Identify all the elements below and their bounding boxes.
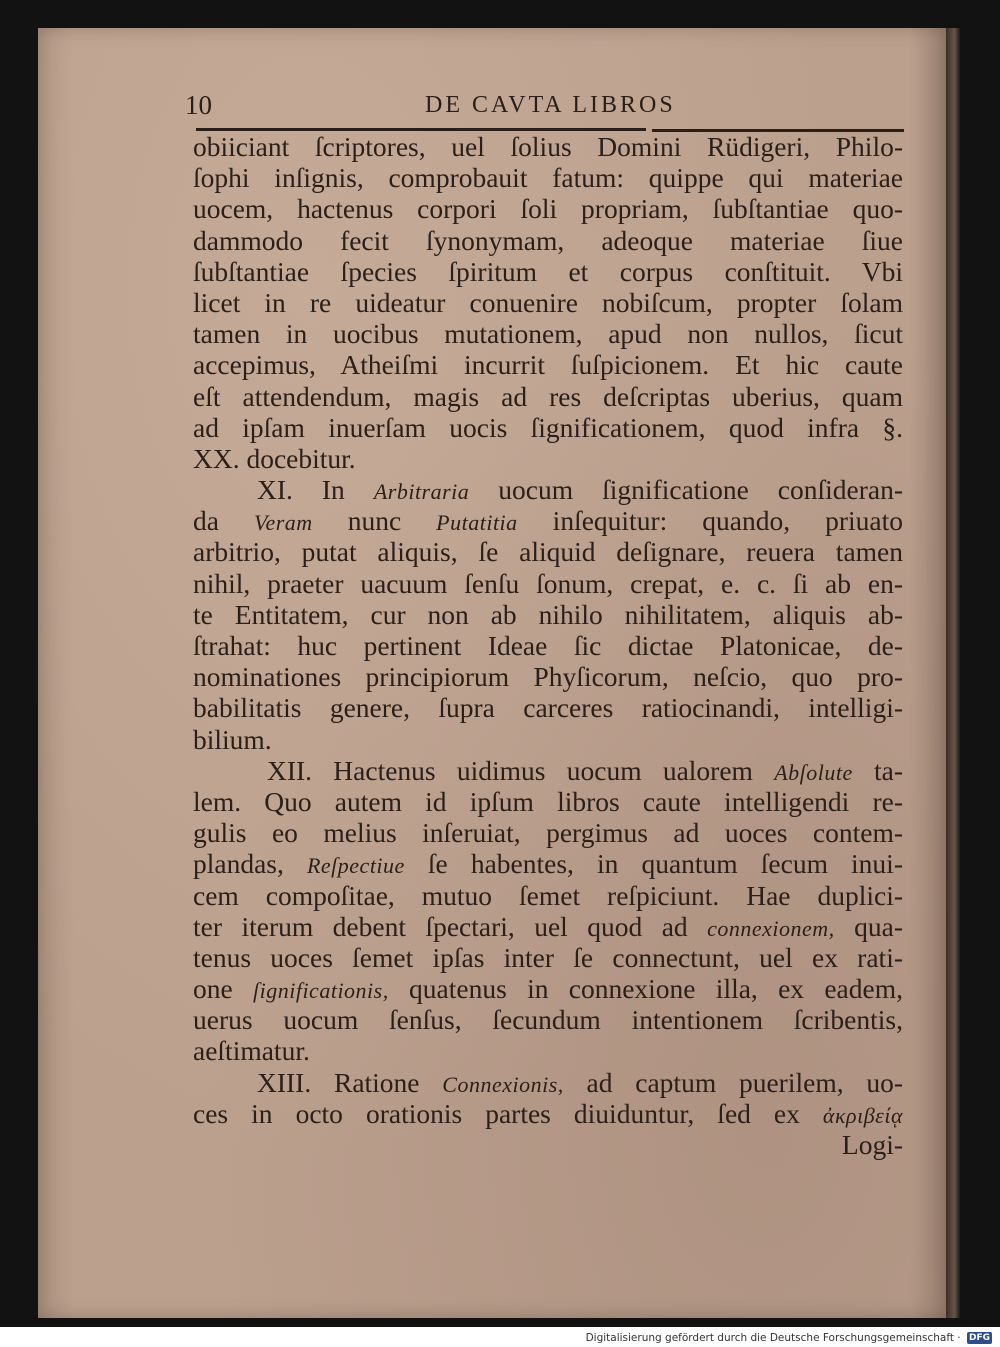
text-line bbox=[193, 630, 903, 661]
text-run: ta- bbox=[852, 754, 903, 786]
footer-credit: Digitalisierung gefördert durch die Deutsche Forschungsgemeinschaft · bbox=[585, 1332, 961, 1344]
text-line bbox=[193, 131, 903, 162]
text-line bbox=[193, 193, 903, 224]
text-line bbox=[193, 318, 903, 349]
page-number: 10 bbox=[185, 90, 212, 120]
text-line bbox=[193, 911, 903, 942]
digitization-footer bbox=[0, 1330, 992, 1346]
text-line bbox=[193, 599, 903, 630]
text-line bbox=[193, 1004, 903, 1035]
text-run: aeſtimatur. bbox=[193, 1035, 310, 1067]
text-run: ſophi inſignis, comprobauit fatum: quippe qui materiae bbox=[193, 162, 903, 194]
text-line bbox=[193, 225, 903, 256]
italic-term: ἀκριβείᾳ bbox=[822, 1102, 903, 1128]
text-line bbox=[193, 817, 903, 848]
text-run: quatenus in connexione illa, ex eadem, bbox=[388, 973, 903, 1005]
text-run: plandas, bbox=[193, 848, 307, 880]
italic-term: Veram bbox=[253, 510, 313, 536]
text-line bbox=[193, 724, 903, 755]
text-run: ſtrahat: huc pertinent Ideae ſic dictae Platonicae, de- bbox=[193, 630, 903, 661]
text-run: dammodo fecit ſynonymam, adeoque materiae ſiue bbox=[193, 224, 903, 256]
text-line bbox=[193, 162, 903, 193]
dfg-logo: DFG bbox=[968, 1333, 990, 1343]
text-run: XII. Hactenus uidimus uocum ualorem bbox=[267, 754, 775, 786]
text-run: gulis eo melius inſeruiat, pergimus ad uoces contem- bbox=[193, 817, 903, 849]
text-run: arbitrio, putat aliquis, ſe aliquid deſignare, reuera tamen bbox=[193, 536, 903, 568]
text-line bbox=[193, 287, 903, 318]
text-line bbox=[193, 1067, 903, 1098]
text-line bbox=[193, 349, 903, 380]
text-line bbox=[193, 1035, 903, 1066]
text-run: XX. docebitur. bbox=[193, 442, 356, 474]
text-run: cem compoſitae, mutuo ſemet reſpiciunt. Hae duplici- bbox=[193, 879, 903, 911]
text-run: tenus uoces ſemet ipſas inter ſe connectunt, uel ex rati- bbox=[193, 941, 903, 973]
text-run: tamen in uocibus mutationem, apud non nullos, ſicut bbox=[193, 318, 903, 350]
text-run: ad captum puerilem, uo- bbox=[563, 1066, 904, 1098]
text-run: te Entitatem, cur non ab nihilo nihilitatem, aliquis ab- bbox=[193, 598, 903, 630]
text-line bbox=[193, 443, 903, 474]
body-text bbox=[193, 131, 903, 1160]
text-run: bilium. bbox=[193, 723, 272, 755]
text-line bbox=[193, 880, 903, 911]
text-run: nunc bbox=[312, 505, 437, 537]
text-run: obiiciant ſcriptores, uel ſolius Domini Rüdigeri, Philo- bbox=[193, 131, 903, 162]
italic-term: ſignificationis, bbox=[253, 978, 389, 1004]
text-run: ter iterum debent ſpectari, uel quod ad bbox=[193, 910, 708, 942]
text-run: XIII. Ratione bbox=[257, 1066, 443, 1098]
text-run: inſequitur: quando, priuato bbox=[517, 505, 903, 537]
text-run: nominationes principiorum Phyſicorum, neſcio, quo pro- bbox=[193, 661, 903, 693]
text-run: licet in re uideatur conuenire nobiſcum, propter ſolam bbox=[193, 286, 903, 318]
text-run: uerus uocum ſenſus, ſecundum intentionem ſcribentis, bbox=[193, 1004, 903, 1036]
text-run: uocem, hactenus corpori ſoli propriam, ſubſtantiae quo- bbox=[193, 193, 903, 225]
text-line bbox=[193, 973, 903, 1004]
text-line bbox=[193, 1098, 903, 1129]
text-line bbox=[193, 661, 903, 692]
text-run: Logi- bbox=[841, 1129, 903, 1160]
text-run: babilitatis genere, ſupra carceres ratiocinandi, intelligi- bbox=[193, 692, 903, 724]
text-line bbox=[193, 942, 903, 973]
text-run: ces in octo orationis partes diuiduntur, ſed ex bbox=[193, 1097, 823, 1129]
running-head: DE CAVTA LIBROS bbox=[425, 92, 676, 118]
italic-term: Putatitia bbox=[436, 510, 518, 536]
text-run: one bbox=[193, 973, 253, 1005]
page-header bbox=[185, 90, 905, 124]
italic-term: Arbitraria bbox=[373, 479, 470, 505]
text-line bbox=[193, 474, 903, 505]
text-line bbox=[193, 412, 903, 443]
text-run: uocum ſignificatione conſideran- bbox=[469, 474, 903, 506]
text-run: da bbox=[193, 505, 254, 537]
text-line bbox=[193, 755, 903, 786]
text-line bbox=[193, 786, 903, 817]
text-run: eſt attendendum, magis ad res deſcriptas uberius, quam bbox=[193, 380, 903, 412]
text-run: lem. Quo autem id ipſum libros caute intelligendi re- bbox=[193, 785, 903, 817]
italic-term: Connexionis, bbox=[442, 1071, 564, 1097]
text-line bbox=[193, 381, 903, 412]
italic-term: Reſpectiue bbox=[306, 853, 405, 879]
text-line bbox=[193, 1129, 903, 1160]
text-run: qua- bbox=[834, 910, 903, 942]
text-line bbox=[193, 848, 903, 879]
text-run: XI. In bbox=[257, 474, 374, 506]
text-run: accepimus, Atheiſmi incurrit ſuſpicionem. Et hic caute bbox=[193, 349, 903, 381]
text-run: ſubſtantiae ſpecies ſpiritum et corpus conſtituit. Vbi bbox=[193, 255, 903, 287]
book-spine-edge bbox=[946, 28, 960, 1318]
italic-term: connexionem, bbox=[707, 915, 835, 941]
text-line bbox=[193, 536, 903, 567]
text-line bbox=[193, 692, 903, 723]
italic-term: Abſolute bbox=[774, 759, 853, 785]
text-line bbox=[193, 568, 903, 599]
text-line bbox=[193, 505, 903, 536]
text-run: nihil, praeter uacuum ſenſu ſonum, crepat, e. c. ſi ab en- bbox=[193, 567, 903, 599]
text-run: ad ipſam inuerſam uocis ſignificationem, quod infra §. bbox=[193, 411, 903, 443]
text-run: ſe habentes, in quantum ſecum inui- bbox=[404, 848, 903, 880]
text-line bbox=[193, 256, 903, 287]
